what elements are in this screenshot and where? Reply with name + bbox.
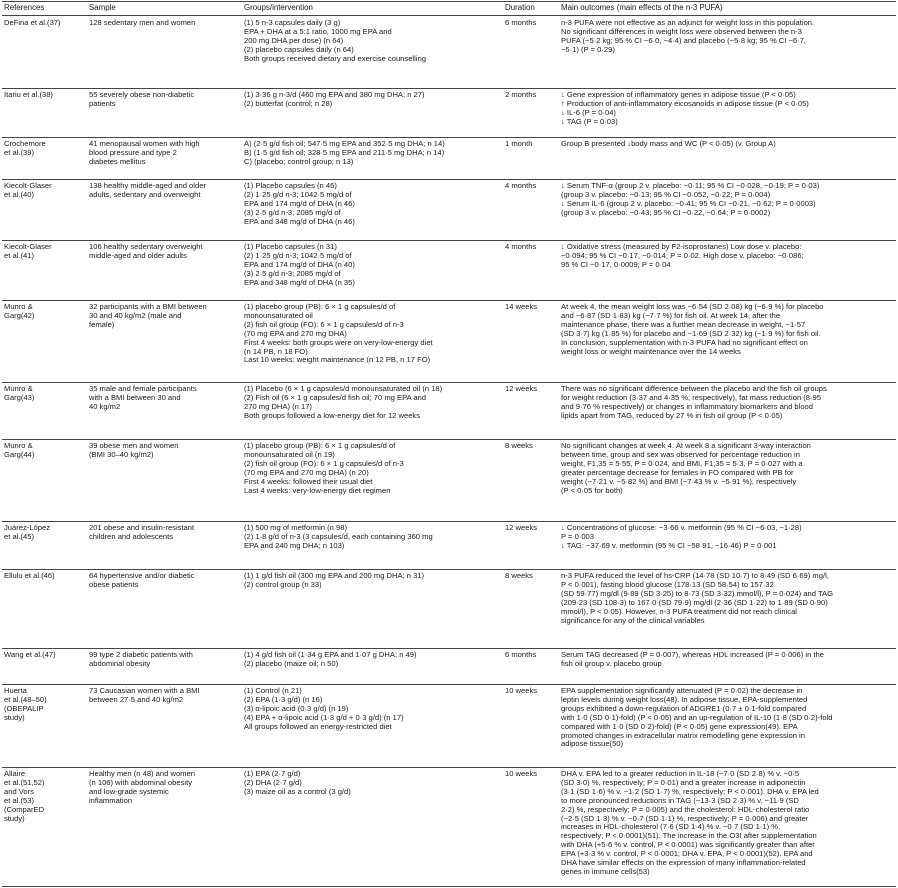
row-separator: [2, 179, 896, 180]
outcomes-cell: EPA supplementation significantly attenuated (P = 0·02) the decrease in leptin levels during weight loss(48). In adipose tissue, EPA-supplemented groups exhibited a down-regulation of ADGRE1 (0·7 ± 0·1-fold compared with 1·0 (SD 0·1)-fold) (P < 0·05) and an up-regulation of IL-10 (1·8 (SD 0·2)-fold compared with 1·0 (SD 0·2)-fold) (P < 0·05) gene expression(49). EPA promoted changes in extracellular matrix remodelling gene expression in adipose tissue(50): [561, 686, 833, 749]
header-groups: Groups/intervention: [244, 3, 313, 12]
row-separator: [2, 569, 896, 570]
sample-cell: Healthy men (n 48) and women (n 106) with abdominal obesity and low-grade systemic inflammation: [89, 769, 195, 805]
reference-cell: Wang et al.(47): [4, 650, 56, 659]
sample-cell: 35 male and female participants with a BMI between 30 and 40 kg/m2: [89, 384, 197, 411]
sample-cell: 39 obese men and women (BMI 30–40 kg/m2): [89, 441, 179, 459]
duration-cell: 10 weeks: [505, 686, 538, 695]
duration-cell: 4 months: [505, 242, 537, 251]
duration-cell: 8 weeks: [505, 441, 533, 450]
outcomes-cell: ↓ Serum TNF-α (group 2 v. placebo: −0·11; 95 % CI −0·028, −0·19; P = 0·03) (group 3 v. placebo: −0·13; 95 % CI −0·052, −0·22; P = 0·004) ↓ Serum IL-6 (group 2 v. placebo: −0·41; 95 % CI −0·21, −0·62; P = 0·0003) (group 3 v. placebo: −0·43; 95 % CI −0·22, −0·64; P = 0·0002): [561, 181, 820, 217]
reference-cell: Munro & Garg(42): [4, 302, 35, 320]
groups-cell: (1) 1 g/d fish oil (300 mg EPA and 200 mg DHA; n 31) (2) control group (n 33): [244, 571, 425, 589]
outcomes-cell: n-3 PUFA were not effective as an adjunct for weight loss in this population. No significant differences in weight loss were observed between the n-3 PUFA (−5·2 kg; 95 % CI −6·0, −4·4) and placebo (−5·8 kg; 95 % CI −6·7, −5·1) (P = 0·29): [561, 18, 815, 54]
reference-cell: Huerta et al.(48–50) (OBEPALIP study): [4, 686, 47, 722]
reference-cell: Kiecolt-Glaser et al.(40): [4, 181, 52, 199]
reference-cell: Juárez-López et al.(45): [4, 523, 51, 541]
header-rule: [2, 15, 896, 16]
row-separator: [2, 300, 896, 301]
outcomes-cell: ↓ Concentrations of glucose: −3·66 v. metformin (95 % CI −6·03, −1·28) P = 0·003 ↓ TAG: −37·69 v. metformin (95 % CI −58·91, −16·46) P = 0·001: [561, 523, 802, 550]
outcomes-cell: There was no significant difference between the placebo and the fish oil groups for weight reduction (3·37 and 4·35 %, respectively), fat mass reduction (8·95 and 9·76 % respectively) or changes in inflammatory biomarkers and blood lipids apart from TAG, reduced by 27 % in fish oil group (P < 0·05): [561, 384, 827, 420]
duration-cell: 6 months: [505, 650, 537, 659]
sample-cell: 55 severely obese non-diabetic patients: [89, 90, 195, 108]
sample-cell: 138 healthy middle-aged and older adults, sedentary and overweight: [89, 181, 206, 199]
duration-cell: 12 weeks: [505, 523, 538, 532]
outcomes-cell: Serum TAG decreased (P = 0·007), whereas HDL increased (P = 0·006) in the fish oil group v. placebo group: [561, 650, 824, 668]
row-separator: [2, 88, 896, 89]
groups-cell: (1) EPA (2·7 g/d) (2) DHA (2·7 g/d) (3) maize oil as a control (3 g/d): [244, 769, 351, 796]
outcomes-cell: DHA v. EPA led to a greater reduction in IL-18 (−7·0 (SD 2·8) % v. −0·5 (SD 3·0) %, respectively; P = 0·01) and a greater increase in adiponectin (3·1 (SD 1·6) % v. −1·2 (SD 1·7) %, respectively; P < 0·001). DHA v. EPA led to more pronounced reductions in TAG (−13·3 (SD 2·3) % v. −11·9 (SD 2·2) %, respectively; P = 0·005) and the cholesterol: HDL-cholesterol ratio (−2·5 (SD 1·3) % v. −0·7 (SD 1·1) %, respectively; P = 0·006) and greater increases in HDL-cholesterol (7·6 (SD 1·4) % v. −0·7 (SD 1·1) %, respectively; P < 0·0001)(51). The increase in the O3I after supplementation with DHA (+5·6 % v. control, P < 0·0001) was significantly greater than after EPA (+3·3 % v. control, P < 0·0001; DHA v. EPA, P < 0·0001)(52). EPA and DHA have similar effects on the expression of many inflammation-related genes in immune cells(53): [561, 769, 819, 876]
reference-cell: Kiecolt-Glaser et al.(41): [4, 242, 52, 260]
duration-cell: 1 month: [505, 139, 533, 148]
groups-cell: (1) Placebo capsules (n 46) (2) 1·25 g/d n-3; 1042·5 mg/d of EPA and 174 mg/d of DHA (n 46) (3) 2·5 g/d n-3; 2085 mg/d of EPA and 348 mg/d of DHA (n 46): [244, 181, 355, 226]
outcomes-cell: ↓ Gene expression of inflammatory genes in adipose tissue (P < 0·05) ↑ Production of anti-inflammatory eicosanoids in adipose tissue (P < 0·05) ↓ IL-6 (P = 0·04) ↓ TAG (P = 0·03): [561, 90, 809, 126]
groups-cell: (1) placebo group (PB): 6 × 1 g capsules/d of monounsaturated oil (n 19) (2) fish oil group (FO): 6 × 1 g capsules/d of n-3 (70 mg EPA and 270 mg DHA) (n 20) First 4 weeks: followed their usual diet Last 4 weeks: very-low-energy diet regimen: [244, 441, 404, 495]
sample-cell: 128 sedentary men and women: [89, 18, 196, 27]
outcomes-cell: At week 4, the mean weight loss was −6·54 (SD 2·08) kg (−6·9 %) for placebo and −6·87 (SD 1·83) kg (−7·7 %) for fish oil. At week 14, after the maintenance phase, there was a further mean decrease in weight, −1·57 (SD 3·7) kg (1·85 %) for placebo and −1·69 (SD 2·32) kg (−1·9 %) for fish oil. In conclusion, supplementation with n-3 PUFA had no significant effect on weight loss or weight maintenance over the 14 weeks: [561, 302, 824, 356]
groups-cell: (1) Placebo (6 × 1 g capsules/d monounsaturated oil (n 18) (2) Fish oil (6 × 1 g capsules/d fish oil; 70 mg EPA and 270 mg DHA) (n 17) Both groups followed a low-energy diet for 12 weeks: [244, 384, 443, 420]
row-separator: [2, 684, 896, 685]
duration-cell: 14 weeks: [505, 302, 538, 311]
outcomes-cell: Group B presented ↓body mass and WC (P < 0·05) (v. Group A): [561, 139, 776, 148]
duration-cell: 8 weeks: [505, 571, 533, 580]
table-bottom-rule: [2, 886, 896, 887]
header-sample: Sample: [89, 3, 116, 12]
reference-cell: Munro & Garg(43): [4, 384, 35, 402]
reference-cell: Crochemore et al.(39): [4, 139, 46, 157]
row-separator: [2, 240, 896, 241]
reference-cell: Ellulu et al.(46): [4, 571, 55, 580]
header-duration: Duration: [505, 3, 535, 12]
duration-cell: 4 months: [505, 181, 537, 190]
sample-cell: 32 participants with a BMI between 30 and 40 kg/m2 (male and female): [89, 302, 207, 329]
duration-cell: 12 weeks: [505, 384, 538, 393]
row-separator: [2, 648, 896, 649]
sample-cell: 99 type 2 diabetic patients with abdominal obesity: [89, 650, 193, 668]
groups-cell: (1) Placebo capsules (n 31) (2) 1·25 g/d n-3; 1042·5 mg/d of EPA and 174 mg/d of DHA (n 40) (3) 2·5 g/d n-3; 2085 mg/d of EPA and 348 mg/d of DHA (n 35): [244, 242, 355, 287]
sample-cell: 41 menopausal women with high blood pressure and type 2 diabetes mellitus: [89, 139, 200, 166]
row-separator: [2, 767, 896, 768]
row-separator: [2, 137, 896, 138]
groups-cell: (1) Control (n 21) (2) EPA (1·3 g/d) (n 16) (3) α-lipoic acid (0·3 g/d) (n 19) (4) EPA + α-lipoic acid (1·3 g/d + 0·3 g/d) (n 17) All groups followed an energy-restricted diet: [244, 686, 404, 731]
header-main-outcomes: Main outcomes (main effects of the n-3 PUFA): [561, 3, 723, 12]
outcomes-cell: No significant changes at week 4. At week 8 a significant 3-way interaction between time, group and sex was observed for percentage reduction in weight, F1,35 = 5·55, P = 0·024, and BMI, F1,35 = 5·3, P = 0·027 with a greater percentage decrease for females in FO compared with PB for weight (−7·21 v. −5·82 %) and BMI (−7·43 % v. −5·91 %), respectively (P < 0·05 for both): [561, 441, 811, 495]
reference-cell: Allaire et al.(51,52) and Vors et al.(53) (ComparED study): [4, 769, 45, 823]
groups-cell: (1) placebo group (PB): 6 × 1 g capsules/d of monounsaturated oil (2) fish oil group (FO): 6 × 1 g capsules/d of n-3 (70 mg EPA and 270 mg DHA) First 4 weeks: both groups were on very-low-energy diet (n 14 PB, n 18 FO) Last 10 weeks: weight maintenance (n 12 PB, n 17 FO): [244, 302, 433, 365]
header-references: References: [4, 3, 45, 12]
groups-cell: (1) 5 n-3 capsules daily (3 g) EPA + DHA at a 5:1 ratio, 1000 mg EPA and 200 mg DHA per dose) (n 64) (2) placebo capsules daily (n 64) Both groups received dietary and exercise counselling: [244, 18, 426, 63]
reference-cell: DeFina et al.(37): [4, 18, 61, 27]
sample-cell: 64 hypertensive and/or diabetic obese patients: [89, 571, 195, 589]
groups-cell: (1) 3·36 g n-3/d (460 mg EPA and 380 mg DHA; n 27) (2) butterfat (control; n 28): [244, 90, 425, 108]
sample-cell: 201 obese and insulin-resistant children and adolescents: [89, 523, 195, 541]
table-top-rule: [2, 1, 896, 2]
outcomes-cell: ↓ Oxidative stress (measured by F2-isoprostanes) Low dose v. placebo: −0·094; 95 % CI −0·17, −0·014; P = 0·02. High dose v. placebo: −0·086; 95 % CI −0·17, 0·0009; P = 0·04: [561, 242, 804, 269]
groups-cell: A) (2·5 g/d fish oil; 547·5 mg EPA and 352·5 mg DHA; n 14) B) (1·5 g/d fish oil; 328·5 mg EPA and 211·5 mg DHA; n 14) C) (placebo; control group; n 13): [244, 139, 445, 166]
groups-cell: (1) 4 g/d fish oil (1·34 g EPA and 1·07 g DHA; n 49) (2) placebo (maize oil; n 50): [244, 650, 417, 668]
groups-cell: (1) 500 mg of metformin (n 98) (2) 1·8 g/d of n-3 (3 capsules/d, each containing 360 mg EPA and 240 mg DHA; n 103): [244, 523, 433, 550]
duration-cell: 2 months: [505, 90, 537, 99]
duration-cell: 10 weeks: [505, 769, 538, 778]
sample-cell: 106 healthy sedentary overweight middle-aged and older adults: [89, 242, 203, 260]
duration-cell: 6 months: [505, 18, 537, 27]
sample-cell: 73 Caucasian women with a BMI between 27·5 and 40 kg/m2: [89, 686, 200, 704]
row-separator: [2, 521, 896, 522]
outcomes-cell: n-3 PUFA reduced the level of hs-CRP (14·78 (SD 10·7) to 8·49 (SD 6·69) mg/l, P < 0·001), fasting blood glucose (178·13 (SD 58·54) to 157·32 (SD 59·77) mg/dl (9·89 (SD 3·25) to 8·73 (SD 3·32) mmol/l), P = 0·024) and TAG (209·23 (SD 108·3) to 167·0 (SD 79·9) mg/dl (2·36 (SD 1·22) to 1·89 (SD 0·90) mmol/l), P < 0·05). However, n-3 PUFA treatment did not reach clinical significance for any of the clinical variables: [561, 571, 834, 625]
row-separator: [2, 382, 896, 383]
reference-cell: Munro & Garg(44): [4, 441, 35, 459]
reference-cell: Itariu et al.(38): [4, 90, 53, 99]
row-separator: [2, 439, 896, 440]
